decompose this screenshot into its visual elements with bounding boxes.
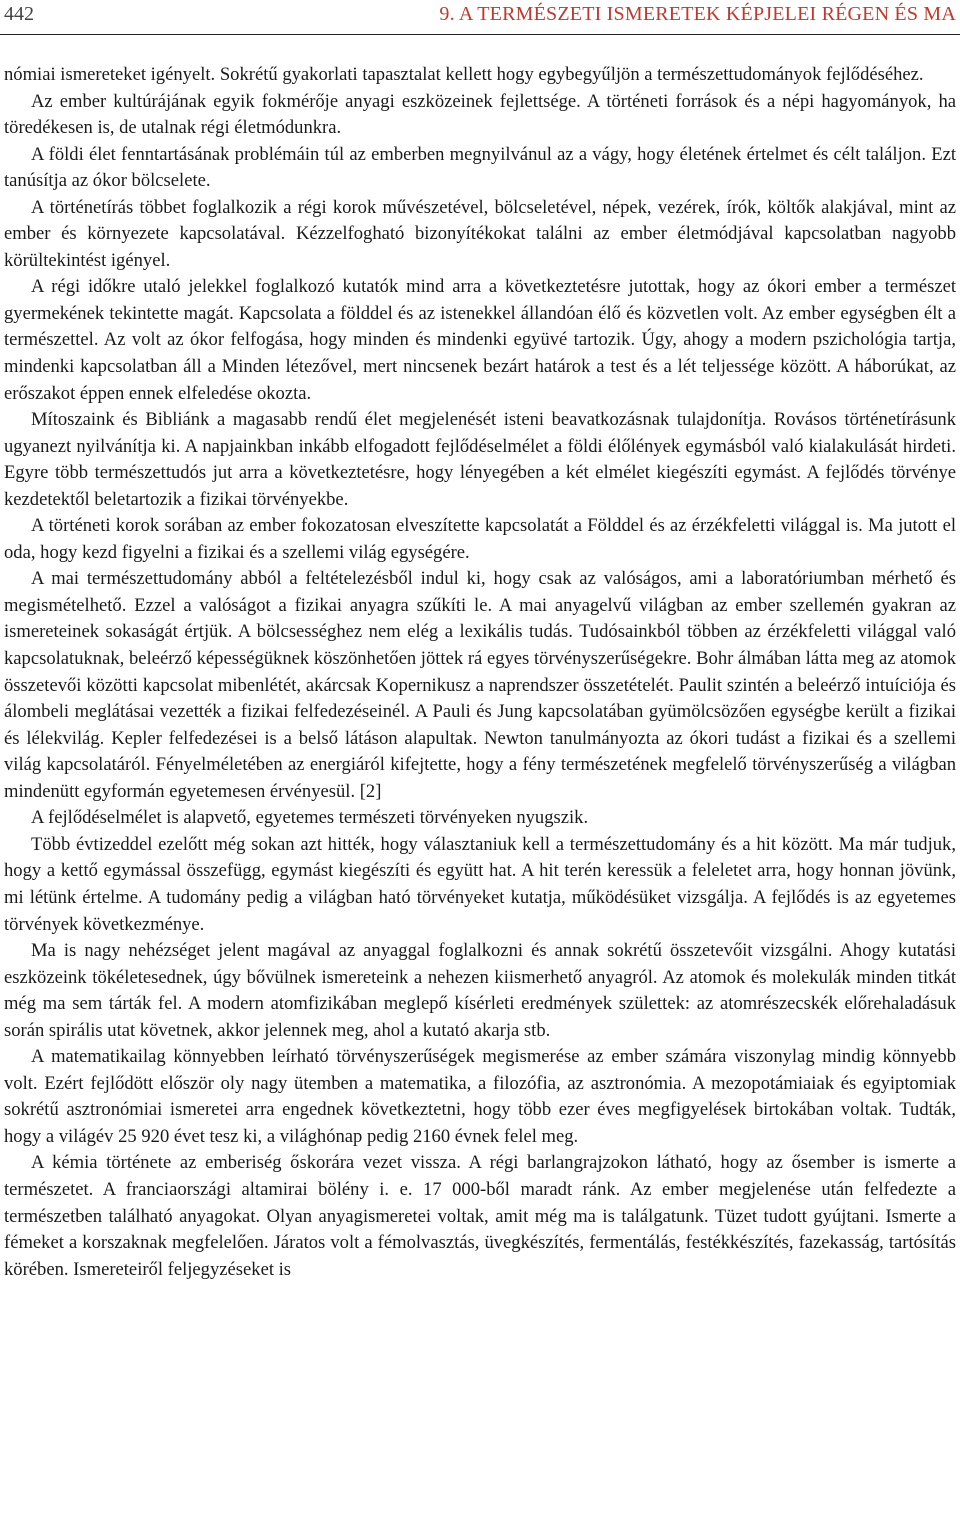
chapter-title: 9. A TERMÉSZETI ISMERETEK KÉPJELEI RÉGEN ÉS MA [439,3,956,25]
paragraph: Több évtizeddel ezelőtt még sokan azt hitték, hogy választaniuk kell a természettudomány és a hit között. Ma már tudjuk, hogy a kettő egymással összefügg, egymást kiegészíti és együtt hat. A hit terén keressük a feleletet arra, hogy honnan jövünk, mi létünk értelme. A tudomány pedig a világban ható törvényeket kutatja, működésüket vizsgálja. A fejlődés is az egyetemes törvények következménye. [4,833,956,935]
paragraph: A mai természettudomány abból a feltételezésből indul ki, hogy csak az valóságos, ami a laboratóriumban mérhető és megismételhető. Ezzel a valóságot a fizikai anyagra szűkíti le. A mai anyagelvű világban az ember szellemén gyakran az ismereteinek sokaságát értjük. A bölcsességhez nem elég a lexikális tudás. Tudósainkból többen az érzékfeletti világgal való kapcsolatuknak, beleérző képességüknek köszönhetően jöttek rá egyes törvényszerűségekre. Bohr álmában látta meg az atomok összetevői közötti kapcsolat mibenlétét, akárcsak Kopernikusz a naprendszer összetételét. Paulit szintén a beleérző intuíciója és álombeli meglátásai vezették a fizikai felfedezéseinél. A Pauli és Jung kapcsolatában gyümölcsözően egységbe került a fizikai és lélekvilág. Kepler felfedezései is a belső látáson alapultak. Newton tanulmányozta az ókori tudást a fizikai és a szellemi világ kapcsolatáról. Fényelméletében az energiáról kifejtette, hogy a fény természetének megfelelő törvényszerűség a világban mindenütt egyformán egyetemesen érvényesül. [2] [4,568,956,802]
paragraph: A régi időkre utaló jelekkel foglalkozó kutatók mind arra a következtetésre jutottak, hogy az ókori ember a természet gyermekének tekintette magát. Kapcsolata a földdel és az istenekkel állandóan élő és közvetlen volt. Az ember egységben élt a természettel. Az volt az ókor felfogása, hogy minden és mindenki együvé tartozik. Úgy, ahogy a modern pszichológia tartja, mindenki kapcsolatban áll a Minden létezővel, mert nincsenek bezárt határok a test és a lét teljessége között. A háborúkat, az erőszakot éppen ennek elfeledése okozta. [4,276,956,404]
running-header [0,0,960,35]
paragraph: nómiai ismereteket igényelt. Sokrétű gyakorlati tapasztalat kellett hogy egybegyűljön a természettudományok fejlődéséhez. [4,64,924,85]
paragraph: A földi élet fenntartásának problémáin túl az emberben megnyilvánul az a vágy, hogy életének értelmet és célt találjon. Ezt tanúsítja az ókor bölcselete. [4,143,956,192]
paragraph: Mítoszaink és Bibliánk a magasabb rendű élet megjelenését isteni beavatkozásnak tulajdonítja. Rovásos történetírásunk ugyanezt nyilvánítja ki. A napjainkban inkább elfogadott fejlődéselmélet a földi élőlények egymásból való kialakulását hirdeti. Egyre több természettudós jut arra a következtetésre, hogy lényegében a két elmélet kiegészíti egymást. A fejlődés törvénye kezdetektől beletartozik a fizikai törvényekbe. [4,409,956,510]
body-text [4,62,956,1283]
paragraph: Ma is nagy nehézséget jelent magával az anyaggal foglalkozni és annak sokrétű összetevőit vizsgálni. Ahogy kutatási eszközeink tökéletesednek, úgy bővülnek ismereteink a nehezen kiismerhető anyagról. Az atomok és molekulák minden titkát még ma sem tárták fel. A modern atomfizikában meglepő kísérleti eredmények születtek: az atomrészecskék előrehaladásuk során spirális utat követnek, akkor jelennek meg, ahol a kutató akarja stb. [4,940,956,1041]
page-number: 442 [4,3,34,25]
paragraph: A kémia története az emberiség őskorára vezet vissza. A régi barlangrajzokon látható, hogy az ősember is ismerte a természetet. A franciaországi altamirai bölény i. e. 17 000-ből maradt ránk. Az ember megjelenése után felfedezte a természetben található anyagokat. Olyan anyagismeretei voltak, amit még ma is találgatunk. Tüzet tudott gyújtani. Ismerte a fémeket a korszaknak megfelelően. Járatos volt a fémolvasztás, üvegkészítés, fermentálás, festékkészítés, fazekasság, tartósítás körében. Ismereteiről feljegyzéseket is [4,1152,956,1280]
paragraph: Az ember kultúrájának egyik fokmérője anyagi eszközeinek fejlettsége. A történeti források és a népi hagyományok, ha töredékesen is, de utalnak régi életmódunkra. [4,90,956,139]
paragraph: A történeti korok sorában az ember fokozatosan elveszítette kapcsolatát a Földdel és az érzékfeletti világgal is. Ma jutott el oda, hogy kezd figyelni a fizikai és a szellemi világ egységére. [4,515,956,563]
paragraph: A fejlődéselmélet is alapvető, egyetemes természeti törvényeken nyugszik. [31,807,589,829]
paragraph: A matematikailag könnyebben leírható törvényszerűségek megismerése az ember számára viszonylag mindig könnyebb volt. Ezért fejlődött először oly nagy ütemben a matematika, a filozófia, az asztronómia. A mezopotámiaiak és egyiptomiak sokrétű asztronómiai ismeretei arra engednek következtetni, hogy több ezer éves megfigyelések birtokában voltak. Tudták, hogy a világév 25 920 évet tesz ki, a világhónap pedig 2160 évnek felel meg. [4,1046,956,1147]
paragraph: A történetírás többet foglalkozik a régi korok művészetével, bölcseletével, népek, vezérek, írók, költők alakjával, mint az ember és környezete kapcsolatával. Kézzelfogható bizonyítékokat találni az ember életmódjával kapcsolatban nagyobb körültekintést igényel. [4,196,956,271]
